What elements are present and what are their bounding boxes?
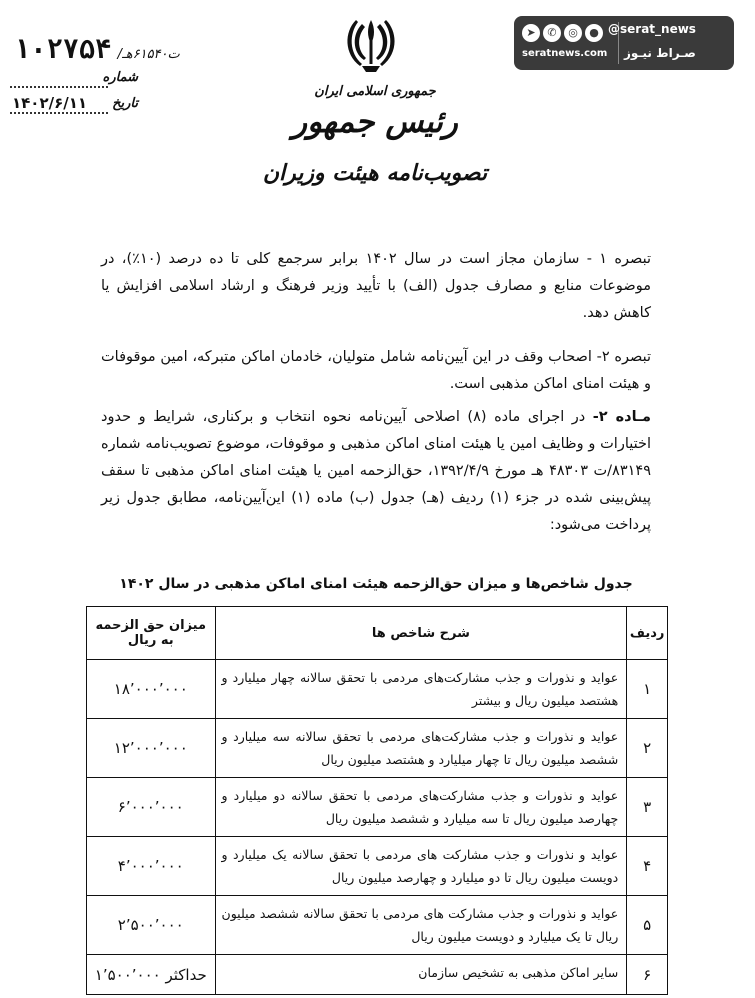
article-2-text: در اجرای ماده (۸) اصلاحی آیین‌نامه نحوه انتخاب و برکناری، شرایط و حدود اختیارات و وظایف امین یا هیئت امنای اماکن مذهبی و موقوفات، موضوع تصویب‌نامه شماره ۸۳۱۴۹/ت ۴۸۳۰۳ هـ مورخ ۱۳۹۲/۴/۹، حق‌الزحمه امین یا هیئت امنای اماکن مذهبی تا سقف پیش‌بینی شده در جزء (۱) ردیف (هـ) جدول (ب) ماده (۱) این‌آیین‌نامه، مطابق جدول زیر پرداخت می‌شود:: [101, 409, 651, 533]
article-2-paragraph: [101, 404, 651, 539]
letter-number-suffix: /ت۶۱۵۴۰هـ: [117, 47, 180, 62]
table-row: [87, 955, 668, 995]
telegram-icon: ➤: [522, 24, 540, 42]
note-1-text: تبصره ۱ - سازمان مجاز است در سال ۱۴۰۲ برابر سرجمع کلی تا ده درصد (۱۰٪)، در موضوعات منابع و مصارف جدول (الف) با تأیید وزیر فرهنگ و ارشاد اسلامی افزایش یا کاهش دهد.: [101, 251, 651, 321]
instagram-icon: ◎: [564, 24, 582, 42]
note-2-text: تبصره ۲- اصحاب وقف در این آیین‌نامه شامل متولیان، خادمان اماکن متبرکه، امین موقوفات و هیئت امنای اماکن مذهبی است.: [101, 349, 651, 392]
table-header-row: [87, 607, 668, 660]
row-amount: ۲٬۵۰۰٬۰۰۰: [87, 896, 216, 955]
table-caption: جدول شاخص‌ها و میزان حق‌الزحمه هیئت امنای اماکن مذهبی در سال ۱۴۰۲: [119, 576, 633, 592]
header-line-cabinet: تصویب‌نامه هیئت وزیران: [262, 160, 488, 186]
header-line-republic: جمهوری اسلامی ایران: [314, 84, 436, 99]
news-watermark-badge: [514, 16, 734, 70]
table-row: [87, 837, 668, 896]
header-line-president: رئیس جمهور: [292, 104, 458, 140]
fees-table: [86, 606, 668, 995]
table-row: [87, 719, 668, 778]
row-number: ۳: [627, 778, 668, 837]
row-number: ۵: [627, 896, 668, 955]
header-amount: میزان حق الزحمه به ریال: [87, 607, 216, 660]
row-number: ۶: [627, 955, 668, 995]
number-field: [10, 70, 138, 90]
note-1-paragraph: [101, 246, 651, 327]
row-number: ۱: [627, 660, 668, 719]
row-amount: ۴٬۰۰۰٬۰۰۰: [87, 837, 216, 896]
note-2-paragraph: [101, 344, 651, 398]
whatsapp-icon: ✆: [543, 24, 561, 42]
row-description: عواید و نذورات و جذب مشارکت‌های مردمی با تحقق سالانه چهار میلیارد و هشتصد میلیون ریال و بیشتر: [215, 660, 627, 719]
table-row: [87, 778, 668, 837]
social-icons: [522, 24, 603, 42]
date-field: [10, 96, 138, 116]
table-row: [87, 660, 668, 719]
article-2-lead: مـاده ۲-: [592, 409, 651, 425]
number-label: شماره: [102, 70, 138, 85]
row-description: عواید و نذورات و جذب مشارکت های مردمی با تحقق سالانه یک میلیارد و دویست میلیون ریال تا دو میلیارد و چهارصد میلیون ریال: [215, 837, 627, 896]
table-row: [87, 896, 668, 955]
date-label: تاریخ: [112, 96, 138, 111]
circle-icon: ●: [585, 24, 603, 42]
date-dots: [10, 112, 108, 114]
row-description: عواید و نذورات و جذب مشارکت های مردمی با تحقق سالانه ششصد میلیون ریال تا یک میلیارد و دویست میلیون ریال: [215, 896, 627, 955]
badge-handle: @serat_news: [608, 22, 696, 36]
row-amount: ۱۸٬۰۰۰٬۰۰۰: [87, 660, 216, 719]
row-description: عواید و نذورات و جذب مشارکت‌های مردمی با تحقق سالانه سه میلیارد و ششصد میلیون ریال تا چهار میلیارد و هشتصد میلیون ریال: [215, 719, 627, 778]
header-row-number: ردیف: [627, 607, 668, 660]
row-number: ۲: [627, 719, 668, 778]
badge-brand: صـراط نیـوز: [624, 46, 696, 60]
row-number: ۴: [627, 837, 668, 896]
date-value: ۱۴۰۲/۶/۱۱: [12, 94, 88, 112]
row-amount: ۶٬۰۰۰٬۰۰۰: [87, 778, 216, 837]
number-dots: [10, 86, 108, 88]
letter-number-line: [14, 34, 204, 65]
row-description: سایر اماکن مذهبی به تشخیص سازمان: [215, 955, 627, 995]
letter-number: ۱۰۲۷۵۴: [14, 34, 112, 65]
row-description: عواید و نذورات و جذب مشارکت‌های مردمی با تحقق سالانه دو میلیارد و چهارصد میلیون ریال تا سه میلیارد و ششصد میلیون ریال: [215, 778, 627, 837]
header-description: شرح شاخص ها: [215, 607, 627, 660]
row-amount: ۱۲٬۰۰۰٬۰۰۰: [87, 719, 216, 778]
iran-emblem-icon: [342, 14, 400, 76]
row-amount: حداکثر ۱٬۵۰۰٬۰۰۰: [87, 955, 216, 995]
badge-site: seratnews.com: [522, 48, 608, 59]
